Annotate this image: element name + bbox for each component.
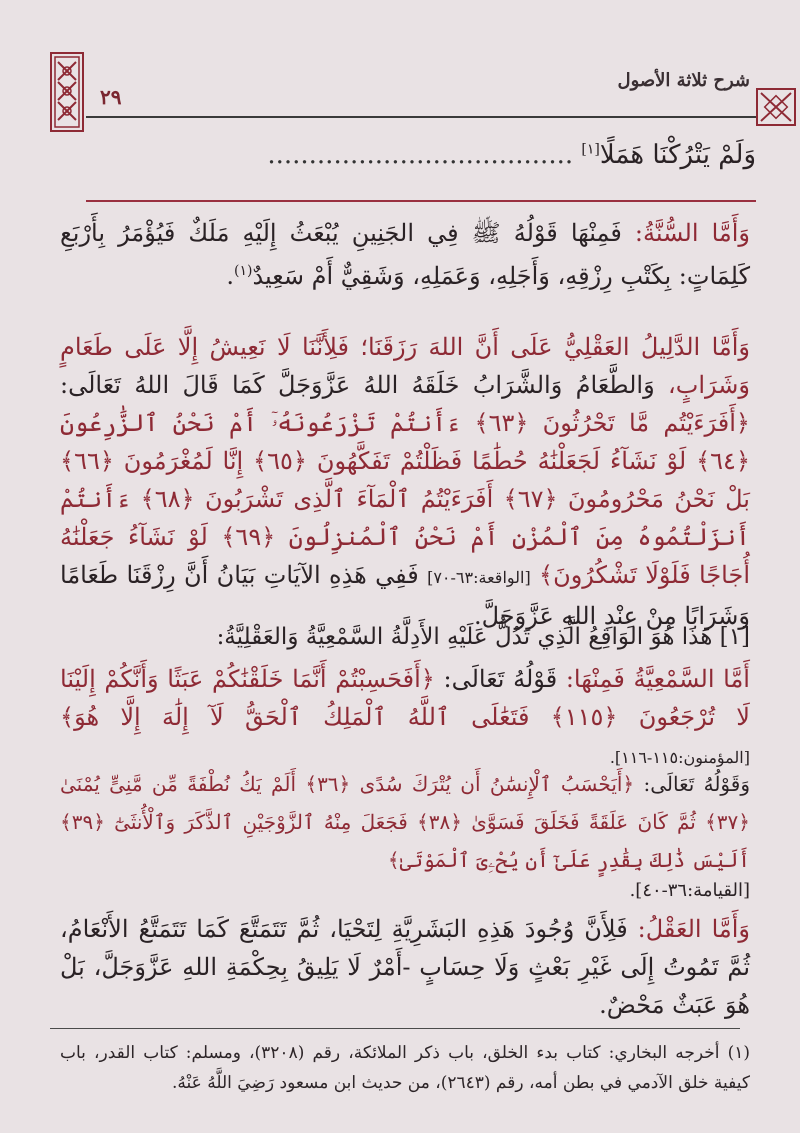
footnote-rule (50, 1028, 740, 1029)
qiyama-paragraph (60, 765, 750, 879)
header-rule (86, 116, 756, 118)
aql-second-lead: وَأَمَّا العَقْلُ: (637, 915, 750, 943)
sunnah-body: فَمِنْهَا قَوْلُهُ ﷺ فِي الجَنِينِ يُبْعَثُ إِلَيْهِ مَلَكٌ فَيُؤْمَرُ بِأَرْبَعِ كَلِمَاتٍ: بِكَتْبِ رِزْقِهِ، وَأَجَلِهِ، وَعَمَلِهِ، وَشَقِيٌّ أَمْ سَعِيدٌ (60, 219, 750, 290)
qiyama-verse: ﴿أَيَحْسَبُ ٱلْإِنسَٰنُ أَن يُتْرَكَ سُدًى ﴿٣٦﴾ أَلَمْ يَكُ نُطْفَةً مِّن مَّنِىٍّ يُمْنَىٰ ﴿٣٧﴾ ثُمَّ كَانَ عَلَقَةً فَخَلَقَ فَسَوَّىٰ ﴿٣٨﴾ فَجَعَلَ مِنْهُ ٱلزَّوْجَيْنِ ٱلذَّكَرَ وَٱلْأُنثَىٰٓ ﴿٣٩﴾ أَلَيْسَ ذَٰلِكَ بِقَٰدِرٍ عَلَىٰٓ أَن يُحْۦِىَ ٱلْمَوْتَىٰ﴾ (60, 772, 750, 872)
page-number: ٢٩ (100, 85, 122, 109)
sunnah-end: . (226, 262, 234, 290)
ornament-right-icon (756, 88, 796, 126)
aql-first-verse: ﴿أَفَرَءَيْتُم مَّا تَحْرُثُونَ ﴿٦٣﴾ ءَأَنتُمْ تَزْرَعُونَهُۥٓ أَمْ نَحْنُ ٱلزَّٰرِعُونَ ﴿٦٤﴾ لَوْ نَشَآءُ لَجَعَلْنَٰهُ حُطَٰمًا فَظَلْتُمْ تَفَكَّهُونَ ﴿٦٥﴾ إِنَّا لَمُغْرَمُونَ ﴿٦٦﴾ بَلْ نَحْنُ مَحْرُومُونَ ﴿٦٧﴾ أَفَرَءَيْتُمُ ٱلْمَآءَ ٱلَّذِى تَشْرَبُونَ ﴿٦٨﴾ ءَأَنتُمْ أَنزَلْتُمُوهُ مِنَ ٱلْمُزْنِ أَمْ نَحْنُ ٱلْمُنزِلُونَ ﴿٦٩﴾ لَوْ نَشَآءُ جَعَلْنَٰهُ أُجَاجًا فَلَوْلَا تَشْكُرُونَ﴾ (60, 409, 750, 589)
aql-first-lead: وَأَمَّا الدَّلِيلُ العَقْلِيُّ عَلَى أَنَّ اللهَ رَزَقَنَا؛ فَلِأَنَّنَا لَا نَعِيشُ إِلَّا عَلَى طَعَامٍ وَشَرَابٍ، (60, 333, 750, 399)
top-line-text: وَلَمْ يَتْرُكْنَا هَمَلًا (599, 140, 756, 170)
samiyya-lead: أَمَّا السَّمْعِيَّةُ فَمِنْهَا: (565, 665, 750, 693)
sunnah-footnote-ref: (١) (233, 263, 253, 279)
aql-first-ref: [الواقعة:٦٣-٧٠] (427, 568, 531, 587)
aql-first-tail: فَفِي هَذِهِ الآيَاتِ بَيَانُ أَنَّ رِزْقَنَا طَعَامًا وَشَرَابًا مِنْ عِنْدِ اللهِ عَزَّوَجَلَّ. (60, 561, 750, 630)
qiyama-intro: وَقَوْلُهُ تَعَالَى: (643, 772, 750, 796)
samiyya-ref: [المؤمنون:١١٥-١١٦]. (609, 748, 750, 767)
top-line (86, 140, 756, 170)
aql-first-body: وَالطَّعَامُ وَالشَّرَابُ خَلَقَهُ اللهُ عَزَّوَجَلَّ كَمَا قَالَ اللهُ تَعَالَى: (60, 371, 655, 399)
qiyama-ref: [القيامة:٣٦-٤٠]. (629, 880, 750, 901)
section-separator (86, 200, 756, 202)
header-title: شرح ثلاثة الأصول (617, 70, 750, 91)
sunnah-lead: وَأَمَّا السُّنَّةُ: (634, 219, 750, 247)
samiyya-paragraph (60, 660, 750, 777)
sunnah-paragraph (60, 214, 750, 295)
top-line-footnote-ref: [١] (581, 141, 600, 158)
footnote: (١) أخرجه البخاري: كتاب بدء الخلق، باب ذكر الملائكة، رقم (٣٢٠٨)، ومسلم: كتاب القدر، باب كيفية خلق الآدمي في بطن أمه، رقم (٢٦٤٣)، من حديث ابن مسعود رَضِيَ اللَّهُ عَنْهُ. (60, 1043, 750, 1093)
ornament-left-icon (50, 52, 84, 132)
samiyya-intro: قَوْلُهُ تَعَالَى: (443, 665, 558, 693)
aql-second-paragraph (60, 910, 750, 1024)
samiyya-verse: ﴿أَفَحَسِبْتُمْ أَنَّمَا خَلَقْنَٰكُمْ عَبَثًا وَأَنَّكُمْ إِلَيْنَا لَا تُرْجَعُونَ ﴿١١٥﴾ فَتَعَٰلَى ٱللَّهُ ٱلْمَلِكُ ٱلْحَقُّ لَآ إِلَٰهَ إِلَّا هُوَ﴾ (60, 665, 750, 731)
top-line-dots: ..................................... (267, 140, 574, 170)
note-one: [١] هَذَا هُوَ الوَاقِعُ الَّذِي تَدُلُّ عَلَيْهِ الأَدِلَّةُ السَّمْعِيَّةُ وَالعَقْلِيَّةُ: (216, 624, 750, 650)
aql-second-body: فَلِأَنَّ وُجُودَ هَذِهِ البَشَرِيَّةِ لِتَحْيَا، ثُمَّ تَتَمَتَّعَ كَمَا تَتَمَتَّعُ الأَنْعَامُ، ثُمَّ تَمُوتُ إِلَى غَيْرِ بَعْثٍ وَلَا حِسَابٍ -أَمْرٌ لَا يَلِيقُ بِحِكْمَةِ اللهِ عَزَّوَجَلَّ، بَلْ هُوَ عَبَثٌ مَحْضٌ. (60, 915, 750, 1019)
aql-first-paragraph (60, 328, 750, 635)
